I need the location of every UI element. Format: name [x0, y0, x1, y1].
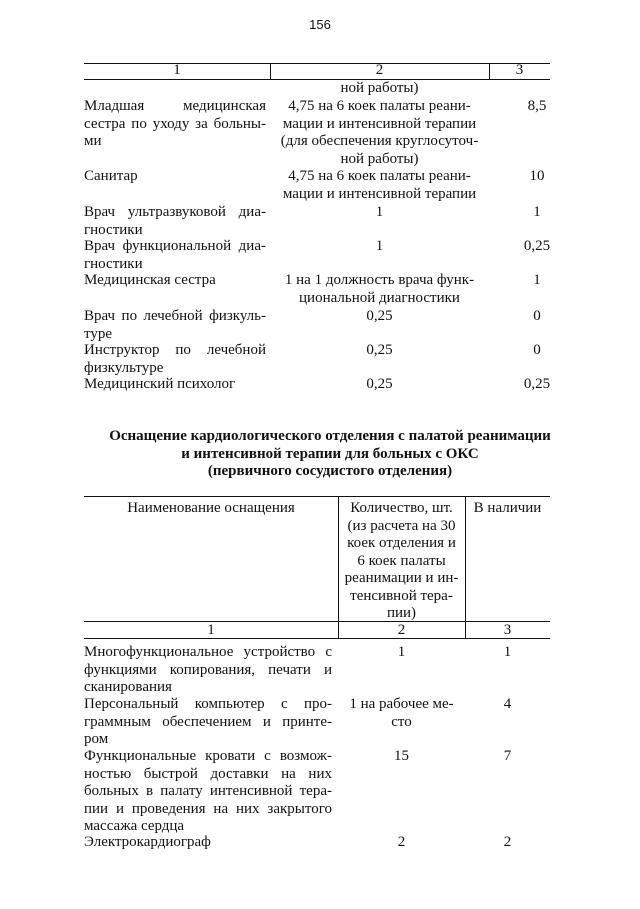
staff-position-line: сестра по уходу за больны- — [84, 115, 266, 132]
equipment-name-line: ром — [84, 731, 109, 747]
staff-quantity: 0,25 — [523, 238, 551, 254]
equipment-name-line: Персональный компьютер с про- — [84, 696, 332, 712]
quantity-header-line: 6 коек палаты — [357, 552, 446, 569]
staff-norm-line: циональной диагностики — [299, 289, 460, 306]
equipment-available: 1 — [503, 644, 512, 660]
staff-position-line: гностики — [84, 221, 143, 238]
staff-position-line: Врач по лечебной физкуль- — [84, 308, 266, 324]
quantity-header-line: (из расчета на 30 — [347, 517, 456, 534]
staff-position-line: Врач ультразвуковой диа- — [84, 204, 266, 220]
staff-norm-line: 1 на 1 должность врача функ- — [284, 272, 475, 288]
staff-position-line: туре — [84, 325, 113, 342]
page-number: 156 — [309, 17, 331, 32]
section-title — [60, 428, 600, 481]
quantity-header-line: Количество, шт. — [350, 500, 453, 516]
staff-norm-line: 1 — [375, 204, 384, 220]
section-title-line: (первичного сосудистого отделения) — [207, 463, 453, 479]
table1-continued-text: ной работы) — [340, 80, 419, 96]
equipment-available: 4 — [503, 696, 512, 712]
quantity-header-line: пии) — [386, 605, 417, 621]
equipment-name-line: массажа сердца — [84, 818, 185, 834]
equipment-name-line: больных в палату интенсивной тера- — [84, 783, 332, 799]
table2-header-quantity — [338, 500, 465, 623]
staff-position-line: Врач функциональной диа- — [84, 238, 266, 254]
table2-header-available: В наличии — [473, 500, 542, 516]
table1-header-col2: 2 — [375, 62, 384, 78]
equipment-name-line: Электрокардиограф — [84, 834, 211, 850]
staff-quantity: 0,25 — [523, 376, 551, 392]
staff-norm-line: 0,25 — [366, 342, 393, 358]
staff-quantity: 1 — [533, 272, 541, 288]
equipment-available: 2 — [503, 834, 512, 850]
equipment-name-line: сканирования — [84, 679, 172, 695]
equipment-quantity-line: сто — [391, 713, 412, 730]
table1-header-col1: 1 — [173, 62, 181, 78]
table2-number-col2: 2 — [397, 622, 406, 638]
staff-norm-line: 1 — [375, 238, 384, 254]
equipment-quantity-line: 1 на рабочее ме- — [349, 696, 454, 712]
section-title-line: и интенсивной терапии для больных с ОКС — [181, 445, 479, 462]
staff-quantity: 1 — [533, 204, 541, 220]
section-title-line: Оснащение кардиологического отделения с палатой реанимации — [109, 428, 551, 444]
staff-position-line: Санитар — [84, 168, 138, 184]
staff-norm-line: мации и интенсивной терапии — [282, 115, 477, 132]
equipment-quantity-line: 15 — [394, 748, 409, 764]
staff-norm-line: 0,25 — [366, 308, 393, 324]
staff-norm-line: 0,25 — [366, 376, 393, 392]
staff-position-line: Медицинский психолог — [84, 376, 236, 392]
equipment-quantity-line: 1 — [397, 644, 406, 660]
table2-header-name: Наименование оснащения — [127, 500, 295, 516]
staff-norm-line: 4,75 на 6 коек палаты реани- — [288, 168, 471, 184]
staff-position-line: гностики — [84, 255, 143, 272]
staff-norm-line: 4,75 на 6 коек палаты реани- — [288, 98, 471, 114]
staff-quantity: 10 — [529, 168, 545, 184]
staff-norm-line: мации и интенсивной терапии — [282, 185, 477, 202]
table2-top-rule — [84, 496, 550, 497]
staff-norm-line: ной работы) — [340, 150, 419, 167]
staff-quantity: 8,5 — [527, 98, 547, 114]
staff-norm-line: (для обеспечения круглосуточ- — [280, 133, 479, 149]
equipment-name-line: Функциональные кровати с возмож- — [84, 748, 332, 764]
equipment-name-line: ностью быстрой доставки на них — [84, 765, 332, 782]
staff-position-line: Инструктор по лечебной — [84, 342, 266, 358]
quantity-header-line: реанимации и ин- — [344, 570, 459, 586]
staff-position-line: физкультуре — [84, 359, 164, 376]
staff-quantity: 0 — [533, 342, 541, 358]
staff-position-line: Медицинская сестра — [84, 272, 216, 288]
staff-quantity: 0 — [533, 308, 541, 324]
table2-number-col3: 3 — [503, 622, 512, 638]
staff-position-line: ми — [84, 133, 102, 149]
table2-number-col1: 1 — [207, 622, 215, 638]
equipment-name-line: пии и проведения на них закрытого — [84, 800, 332, 817]
equipment-available: 7 — [503, 748, 512, 764]
equipment-name-line: граммным обеспечением и принте- — [84, 713, 332, 730]
equipment-name-line: Многофункциональное устройство с — [84, 644, 332, 660]
staff-position-line: Младшая медицинская — [84, 98, 266, 114]
table1-header-col3: 3 — [515, 62, 524, 78]
quantity-header-line: тенсивной тера- — [350, 587, 453, 604]
equipment-name-line: функциями копирования, печати и — [84, 661, 332, 678]
equipment-quantity-line: 2 — [397, 834, 406, 850]
quantity-header-line: коек отделения и — [347, 535, 456, 551]
